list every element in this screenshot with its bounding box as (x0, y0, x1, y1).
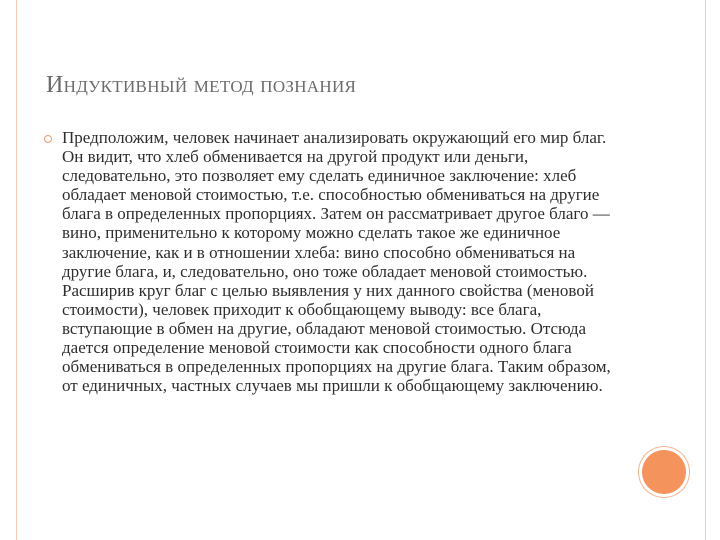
slide-title: Индуктивный метод познания (46, 72, 357, 98)
frame-left-border (16, 0, 17, 540)
bullet-list (62, 128, 622, 395)
bullet-text: Предположим, человек начинает анализировать окружающий его мир благ. Он видит, что хлеб обменивается на другой продукт или деньги, следовательно, это позволяет ему сделать единичное заключение: хлеб обладает меновой стоимостью, т.е. способностью обмениваться на другие блага в определенных пропорциях. Затем он рассматривает другое благо — вино, применительно к которому можно сделать такое же единичное заключение, как и в отношении хлеба: вино способно обмениваться на другие блага, и, следовательно, оно тоже обладает меновой стоимостью. Расширив круг благ с целью выявления у них данного свойства (меновой стоимости), человек приходит к обобщающему выводу: все блага, вступающие в обмен на другие, обладают меновой стоимостью. Отсюда дается определение меновой стоимости как способности одного блага обмениваться в определенных пропорциях на другие блага. Таким образом, от единичных, частных случаев мы пришли к обобщающему заключению. (62, 128, 611, 396)
bullet-circle-icon (44, 135, 52, 143)
frame-right-border (705, 0, 706, 540)
decorative-circle-icon (642, 450, 686, 494)
bullet-item (62, 128, 622, 395)
